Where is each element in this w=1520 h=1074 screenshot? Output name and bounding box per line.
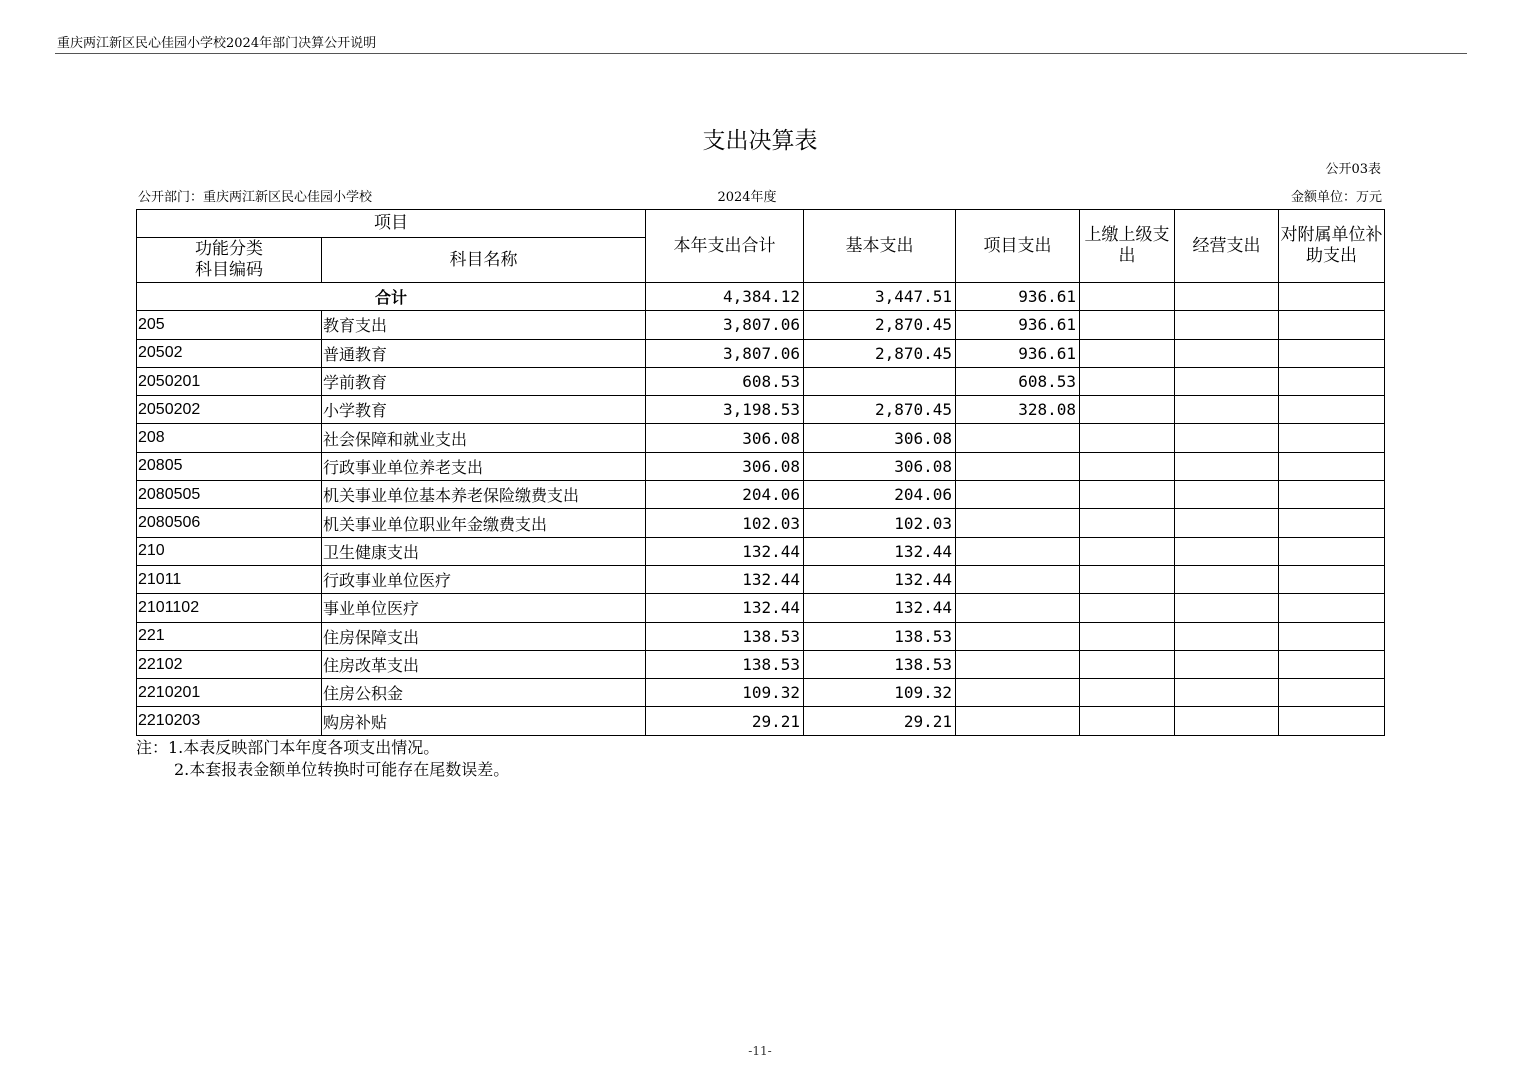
cell-code: 210 [137, 537, 322, 565]
cell-code: 2080506 [137, 509, 322, 537]
cell-project [956, 452, 1080, 480]
table-row [137, 311, 1385, 339]
cell-business [1175, 509, 1279, 537]
cell-upper [1080, 367, 1175, 395]
cell-upper [1080, 311, 1175, 339]
table-row [137, 396, 1385, 424]
cell-code: 221 [137, 622, 322, 650]
total-upper [1080, 283, 1175, 311]
table-row [137, 622, 1385, 650]
cell-name: 机关事业单位职业年金缴费支出 [322, 509, 646, 537]
table-row [137, 537, 1385, 565]
cell-total: 306.08 [646, 424, 804, 452]
cell-basic: 102.03 [804, 509, 956, 537]
cell-upper [1080, 537, 1175, 565]
cell-subsidy [1279, 707, 1385, 735]
cell-basic [804, 367, 956, 395]
cell-code: 2210203 [137, 707, 322, 735]
cell-name: 卫生健康支出 [322, 537, 646, 565]
cell-basic: 109.32 [804, 679, 956, 707]
page-title: 支出决算表 [702, 128, 818, 154]
cell-code: 21011 [137, 565, 322, 593]
note-2: 2.本套报表金额单位转换时可能存在尾数误差。 [174, 760, 510, 779]
cell-subsidy [1279, 481, 1385, 509]
cell-basic: 132.44 [804, 537, 956, 565]
cell-upper [1080, 509, 1175, 537]
unit-label: 金额单位：万元 [1290, 190, 1382, 205]
header-name: 科目名称 [322, 238, 646, 283]
note-1: 注：1.本表反映部门本年度各项支出情况。 [136, 738, 440, 757]
cell-upper [1080, 650, 1175, 678]
cell-basic: 132.44 [804, 594, 956, 622]
cell-code: 2080505 [137, 481, 322, 509]
cell-code: 20502 [137, 339, 322, 367]
form-number: 公开03表 [1325, 162, 1381, 177]
header-basic: 基本支出 [804, 210, 956, 283]
table-row [137, 679, 1385, 707]
cell-project [956, 424, 1080, 452]
cell-total: 3,807.06 [646, 311, 804, 339]
cell-upper [1080, 707, 1175, 735]
cell-business [1175, 707, 1279, 735]
cell-project [956, 622, 1080, 650]
cell-project [956, 537, 1080, 565]
cell-total: 132.44 [646, 537, 804, 565]
header-code: 功能分类 科目编码 [137, 238, 322, 283]
cell-total: 608.53 [646, 367, 804, 395]
cell-basic: 306.08 [804, 424, 956, 452]
cell-basic: 306.08 [804, 452, 956, 480]
cell-subsidy [1279, 679, 1385, 707]
cell-name: 社会保障和就业支出 [322, 424, 646, 452]
cell-total: 306.08 [646, 452, 804, 480]
cell-project [956, 565, 1080, 593]
cell-project [956, 679, 1080, 707]
cell-project: 936.61 [956, 339, 1080, 367]
cell-name: 住房保障支出 [322, 622, 646, 650]
header-upper: 上缴上级支出 [1080, 210, 1175, 283]
cell-business [1175, 537, 1279, 565]
table-row [137, 565, 1385, 593]
cell-project [956, 509, 1080, 537]
table-row [137, 707, 1385, 735]
cell-subsidy [1279, 396, 1385, 424]
cell-project: 328.08 [956, 396, 1080, 424]
header-business: 经营支出 [1175, 210, 1279, 283]
total-label: 合计 [137, 283, 646, 311]
table-row [137, 367, 1385, 395]
cell-upper [1080, 565, 1175, 593]
header-project: 项目支出 [956, 210, 1080, 283]
cell-name: 住房改革支出 [322, 650, 646, 678]
cell-subsidy [1279, 424, 1385, 452]
cell-subsidy [1279, 537, 1385, 565]
table-row [137, 650, 1385, 678]
cell-total: 138.53 [646, 622, 804, 650]
cell-name: 普通教育 [322, 339, 646, 367]
table-row [137, 481, 1385, 509]
cell-basic: 29.21 [804, 707, 956, 735]
cell-upper [1080, 481, 1175, 509]
cell-name: 行政事业单位医疗 [322, 565, 646, 593]
cell-basic: 138.53 [804, 650, 956, 678]
header-total: 本年支出合计 [646, 210, 804, 283]
meta-row [136, 186, 1382, 204]
cell-name: 小学教育 [322, 396, 646, 424]
cell-total: 3,807.06 [646, 339, 804, 367]
cell-business [1175, 396, 1279, 424]
cell-business [1175, 367, 1279, 395]
cell-name: 事业单位医疗 [322, 594, 646, 622]
cell-name: 学前教育 [322, 367, 646, 395]
expenditure-table [136, 209, 1385, 736]
cell-business [1175, 339, 1279, 367]
cell-business [1175, 452, 1279, 480]
cell-project: 936.61 [956, 311, 1080, 339]
cell-code: 208 [137, 424, 322, 452]
cell-project [956, 481, 1080, 509]
cell-business [1175, 650, 1279, 678]
cell-basic: 204.06 [804, 481, 956, 509]
cell-business [1175, 481, 1279, 509]
cell-total: 29.21 [646, 707, 804, 735]
cell-total: 102.03 [646, 509, 804, 537]
total-business [1175, 283, 1279, 311]
cell-subsidy [1279, 594, 1385, 622]
cell-basic: 2,870.45 [804, 311, 956, 339]
page-number: -11- [748, 1044, 772, 1058]
cell-subsidy [1279, 339, 1385, 367]
cell-code: 22102 [137, 650, 322, 678]
cell-upper [1080, 594, 1175, 622]
cell-business [1175, 679, 1279, 707]
cell-basic: 2,870.45 [804, 396, 956, 424]
header-rule [55, 53, 1467, 54]
total-project: 936.61 [956, 283, 1080, 311]
cell-subsidy [1279, 622, 1385, 650]
cell-total: 3,198.53 [646, 396, 804, 424]
cell-subsidy [1279, 367, 1385, 395]
cell-subsidy [1279, 452, 1385, 480]
total-row [137, 283, 1385, 311]
department-label: 公开部门：重庆两江新区民心佳园小学校 [138, 190, 373, 205]
cell-upper [1080, 339, 1175, 367]
running-header: 重庆两江新区民心佳园小学校2024年部门决算公开说明 [57, 36, 377, 51]
cell-subsidy [1279, 565, 1385, 593]
cell-total: 109.32 [646, 679, 804, 707]
cell-project [956, 650, 1080, 678]
table-row [137, 509, 1385, 537]
total-basic: 3,447.51 [804, 283, 956, 311]
cell-basic: 138.53 [804, 622, 956, 650]
cell-name: 机关事业单位基本养老保险缴费支出 [322, 481, 646, 509]
cell-subsidy [1279, 311, 1385, 339]
header-subsidy: 对附属单位补助支出 [1279, 210, 1385, 283]
cell-upper [1080, 622, 1175, 650]
cell-name: 购房补贴 [322, 707, 646, 735]
cell-code: 2050202 [137, 396, 322, 424]
cell-business [1175, 594, 1279, 622]
cell-code: 2210201 [137, 679, 322, 707]
cell-name: 住房公积金 [322, 679, 646, 707]
cell-total: 204.06 [646, 481, 804, 509]
cell-basic: 132.44 [804, 565, 956, 593]
cell-subsidy [1279, 650, 1385, 678]
total-total: 4,384.12 [646, 283, 804, 311]
cell-name: 行政事业单位养老支出 [322, 452, 646, 480]
cell-basic: 2,870.45 [804, 339, 956, 367]
cell-total: 132.44 [646, 594, 804, 622]
cell-project [956, 594, 1080, 622]
total-subsidy [1279, 283, 1385, 311]
notes [136, 737, 509, 781]
table-row [137, 594, 1385, 622]
cell-code: 205 [137, 311, 322, 339]
header-item: 项目 [137, 210, 646, 238]
cell-business [1175, 622, 1279, 650]
cell-project [956, 707, 1080, 735]
table-row [137, 339, 1385, 367]
cell-business [1175, 424, 1279, 452]
cell-code: 20805 [137, 452, 322, 480]
table-row [137, 424, 1385, 452]
cell-upper [1080, 396, 1175, 424]
cell-upper [1080, 424, 1175, 452]
cell-name: 教育支出 [322, 311, 646, 339]
cell-subsidy [1279, 509, 1385, 537]
cell-code: 2101102 [137, 594, 322, 622]
cell-upper [1080, 452, 1175, 480]
cell-code: 2050201 [137, 367, 322, 395]
year-label: 2024年度 [717, 190, 777, 205]
cell-business [1175, 311, 1279, 339]
cell-total: 138.53 [646, 650, 804, 678]
cell-total: 132.44 [646, 565, 804, 593]
cell-business [1175, 565, 1279, 593]
cell-project: 608.53 [956, 367, 1080, 395]
table-row [137, 452, 1385, 480]
cell-upper [1080, 679, 1175, 707]
